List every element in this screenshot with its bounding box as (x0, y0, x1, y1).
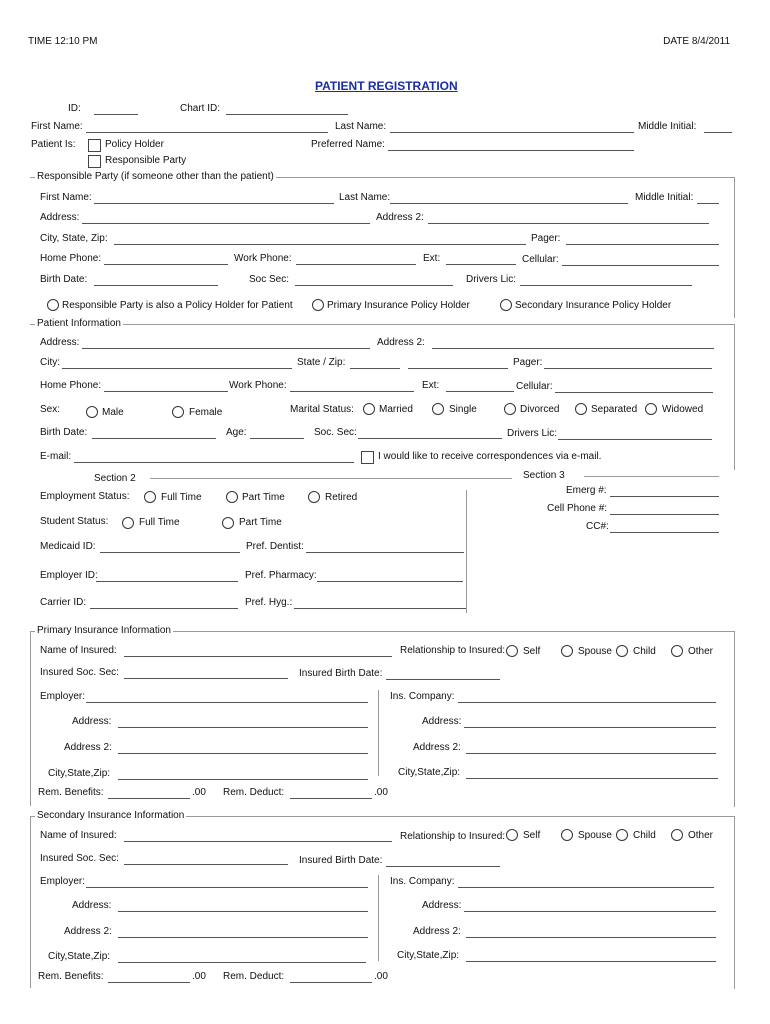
rp-secondary-holder-radio[interactable] (500, 299, 512, 311)
carrier-id-field[interactable] (90, 608, 238, 609)
male-radio[interactable] (86, 406, 98, 418)
ins1-company-csz-field[interactable] (466, 778, 718, 779)
medicaid-id-label: Medicaid ID: (40, 541, 96, 552)
pi-pager-label: Pager: (513, 357, 543, 368)
employment-status-label: Employment Status: (40, 491, 130, 502)
pi-drivers-lic-label: Drivers Lic: (507, 428, 558, 439)
ins2-child-label: Child (633, 830, 656, 841)
single-radio[interactable] (432, 403, 444, 415)
single-label: Single (449, 404, 477, 415)
female-radio[interactable] (172, 406, 184, 418)
ins2-other-label: Other (688, 830, 714, 841)
ins1-self-radio[interactable] (506, 645, 518, 657)
ins1-name-field[interactable] (124, 656, 392, 657)
time-label: TIME 12:10 PM (28, 36, 98, 47)
separated-radio[interactable] (575, 403, 587, 415)
rp-pager-label: Pager: (531, 233, 561, 244)
section2-legend: Section 2 (94, 473, 136, 484)
ins1-relationship-label: Relationship to Insured: (400, 645, 506, 656)
rp-drivers-lic-field[interactable] (520, 285, 692, 286)
pi-home-phone-field[interactable] (104, 391, 228, 392)
pi-birth-date-field[interactable] (92, 438, 216, 439)
ins1-company-address2-label: Address 2: (413, 742, 461, 753)
pi-ext-label: Ext: (422, 380, 440, 391)
ins2-spouse-label: Spouse (578, 830, 612, 841)
pi-age-field[interactable] (250, 438, 304, 439)
page-title: PATIENT REGISTRATION (315, 79, 458, 93)
pi-age-label: Age: (226, 427, 247, 438)
rp-middle-initial-label: Middle Initial: (635, 192, 694, 203)
rp-address-label: Address: (40, 212, 80, 223)
pi-cellular-field[interactable] (555, 392, 713, 393)
ins1-name-label: Name of Insured: (40, 645, 117, 656)
ins2-company-address2-field[interactable] (466, 937, 716, 938)
pi-soc-sec-label: Soc. Sec: (314, 427, 357, 438)
ins2-employer-address-field[interactable] (118, 911, 368, 912)
email-consent-checkbox[interactable] (361, 451, 374, 464)
ins2-other-radio[interactable] (671, 829, 683, 841)
responsible-party-legend: Responsible Party (if someone other than the patient) (37, 171, 274, 182)
pi-sex-label: Sex: (40, 404, 61, 415)
preferred-name-field[interactable] (388, 150, 634, 151)
male-label: Male (102, 407, 124, 418)
patient-information-legend: Patient Information (37, 318, 121, 329)
ins2-column-divider (378, 875, 379, 961)
ins1-birth-label: Insured Birth Date: (299, 668, 383, 679)
widowed-label: Widowed (662, 404, 704, 415)
rp-also-policy-holder-radio[interactable] (47, 299, 59, 311)
student-part-time-radio[interactable] (222, 517, 234, 529)
ins1-employer-address2-label: Address 2: (64, 742, 112, 753)
ins1-employer-address2-field[interactable] (118, 753, 368, 754)
pi-cellular-label: Cellular: (516, 381, 553, 392)
rp-address-field[interactable] (82, 223, 370, 224)
cc-field[interactable] (610, 532, 719, 533)
date-label: DATE 8/4/2011 (663, 36, 730, 47)
section3-legend: Section 3 (523, 470, 565, 481)
ins1-rem-deduct-label: Rem. Deduct: (223, 787, 285, 798)
ins2-rem-deduct-label: Rem. Deduct: (223, 971, 285, 982)
ins1-company-csz-label: City,State,Zip: (398, 767, 461, 778)
middle-initial-label: Middle Initial: (638, 121, 697, 132)
ins2-company-address2-label: Address 2: (413, 926, 461, 937)
ins2-employer-csz-label: City,State,Zip: (48, 951, 111, 962)
ins2-soc-field[interactable] (124, 864, 288, 865)
rp-pager-field[interactable] (566, 244, 719, 245)
ins1-soc-label: Insured Soc. Sec: (40, 667, 119, 678)
rp-city-state-zip-label: City, State, Zip: (40, 233, 108, 244)
id-label: ID: (68, 103, 81, 114)
rp-first-name-field[interactable] (94, 203, 334, 204)
rp-birth-date-field[interactable] (94, 285, 218, 286)
rp-home-phone-field[interactable] (104, 264, 228, 265)
ins1-soc-field[interactable] (124, 678, 288, 679)
employment-part-time-radio[interactable] (226, 491, 238, 503)
primary-insurance-left-border (30, 631, 31, 806)
ins1-spouse-label: Spouse (578, 646, 612, 657)
rp-work-phone-label: Work Phone: (234, 253, 292, 264)
ins2-relationship-label: Relationship to Insured: (400, 831, 506, 842)
ins1-other-label: Other (688, 646, 714, 657)
responsible-party-checkbox[interactable] (88, 155, 101, 168)
rp-secondary-holder-label: Secondary Insurance Policy Holder (515, 300, 672, 311)
ins2-child-radio[interactable] (616, 829, 628, 841)
rp-birth-date-label: Birth Date: (40, 274, 88, 285)
secondary-insurance-legend: Secondary Insurance Information (37, 810, 185, 821)
first-name-field[interactable] (86, 132, 328, 133)
ins2-employer-field[interactable] (86, 887, 368, 888)
policy-holder-checkbox[interactable] (88, 139, 101, 152)
employer-id-field[interactable] (96, 581, 238, 582)
cc-label: CC#: (586, 521, 609, 532)
ins2-employer-address2-label: Address 2: (64, 926, 112, 937)
pref-dentist-field[interactable] (306, 552, 464, 553)
first-name-label: First Name: (31, 121, 83, 132)
pi-address-field[interactable] (82, 348, 370, 349)
rp-first-name-label: First Name: (40, 192, 92, 203)
pi-state-field[interactable] (350, 368, 400, 369)
ins2-company-address-field[interactable] (464, 911, 716, 912)
ins1-column-divider (378, 690, 379, 776)
primary-insurance-section (30, 625, 735, 807)
ins2-self-label: Self (523, 830, 541, 841)
ins2-company-address-label: Address: (422, 900, 462, 911)
ins2-rem-deduct-field[interactable] (290, 982, 372, 983)
pi-pager-field[interactable] (544, 368, 712, 369)
rp-soc-sec-field[interactable] (295, 285, 453, 286)
emerg-field[interactable] (610, 496, 719, 497)
rp-city-state-zip-field[interactable] (114, 244, 526, 245)
ins2-spouse-radio[interactable] (561, 829, 573, 841)
pref-pharmacy-label: Pref. Pharmacy: (245, 570, 317, 581)
marital-status-label: Marital Status: (290, 404, 354, 415)
pi-address2-label: Address 2: (377, 337, 425, 348)
rp-home-phone-label: Home Phone: (40, 253, 102, 264)
employment-full-time-label: Full Time (161, 492, 202, 503)
student-status-label: Student Status: (40, 516, 109, 527)
ins2-self-radio[interactable] (506, 829, 518, 841)
employment-part-time-label: Part Time (242, 492, 285, 503)
rp-drivers-lic-label: Drivers Lic: (466, 274, 517, 285)
ins1-employer-field[interactable] (86, 702, 368, 703)
divorced-label: Divorced (520, 404, 560, 415)
pi-city-label: City: (40, 357, 60, 368)
rp-address2-label: Address 2: (376, 212, 424, 223)
patient-is-label: Patient Is: (31, 139, 76, 150)
pref-pharmacy-field[interactable] (317, 581, 463, 582)
id-field[interactable] (94, 114, 138, 115)
cell-phone-label: Cell Phone #: (547, 503, 608, 514)
primary-insurance-legend: Primary Insurance Information (37, 625, 171, 636)
pi-email-field[interactable] (74, 462, 354, 463)
ins2-employer-label: Employer: (40, 876, 86, 887)
rp-work-phone-field[interactable] (296, 264, 416, 265)
secondary-insurance-left-border (30, 816, 31, 988)
ins1-company-label: Ins. Company: (390, 691, 455, 702)
ins2-birth-label: Insured Birth Date: (299, 855, 383, 866)
pi-email-label: E-mail: (40, 451, 72, 462)
pref-hyg-field[interactable] (294, 608, 466, 609)
email-consent-label: I would like to receive correspondences via e-mail. (378, 451, 602, 462)
pref-dentist-label: Pref. Dentist: (246, 541, 304, 552)
ins1-child-label: Child (633, 646, 656, 657)
employer-id-label: Employer ID: (40, 570, 98, 581)
employment-full-time-radio[interactable] (144, 491, 156, 503)
ins1-company-address-field[interactable] (464, 727, 716, 728)
pref-hyg-label: Pref. Hyg.: (245, 597, 293, 608)
pi-zip-field[interactable] (408, 368, 508, 369)
rp-also-policy-holder-label: Responsible Party is also a Policy Holder for Patient (62, 300, 293, 311)
rp-ext-field[interactable] (446, 264, 516, 265)
ins2-rem-benefits-cents: .00 (192, 971, 206, 982)
pi-home-phone-label: Home Phone: (40, 380, 102, 391)
rp-primary-holder-label: Primary Insurance Policy Holder (327, 300, 470, 311)
rp-last-name-field[interactable] (390, 203, 628, 204)
pi-address-label: Address: (40, 337, 80, 348)
rp-primary-holder-radio[interactable] (312, 299, 324, 311)
ins2-rem-benefits-field[interactable] (108, 982, 190, 983)
ins1-child-radio[interactable] (616, 645, 628, 657)
pi-birth-date-label: Birth Date: (40, 427, 88, 438)
pi-state-zip-label: State / Zip: (297, 357, 346, 368)
ins1-rem-benefits-cents: .00 (192, 787, 206, 798)
widowed-radio[interactable] (645, 403, 657, 415)
student-part-time-label: Part Time (239, 517, 282, 528)
rp-cellular-label: Cellular: (522, 254, 559, 265)
ins1-company-address-label: Address: (422, 716, 462, 727)
ins1-employer-csz-field[interactable] (118, 779, 368, 780)
ins1-rem-deduct-field[interactable] (290, 798, 372, 799)
last-name-field[interactable] (390, 132, 634, 133)
pi-work-phone-label: Work Phone: (229, 380, 287, 391)
divorced-radio[interactable] (504, 403, 516, 415)
rp-middle-initial-field[interactable] (697, 203, 719, 204)
ins2-company-csz-field[interactable] (466, 961, 716, 962)
student-full-time-radio[interactable] (122, 517, 134, 529)
ins2-name-field[interactable] (124, 841, 392, 842)
ins2-soc-label: Insured Soc. Sec: (40, 853, 119, 864)
ins2-company-csz-label: City,State,Zip: (397, 950, 460, 961)
rp-cellular-field[interactable] (562, 265, 719, 266)
pi-address2-field[interactable] (432, 348, 714, 349)
ins1-employer-address-field[interactable] (118, 727, 368, 728)
ins2-birth-field[interactable] (386, 866, 500, 867)
separated-label: Separated (591, 404, 638, 415)
rp-ext-label: Ext: (423, 253, 441, 264)
cell-phone-field[interactable] (610, 514, 719, 515)
pi-ext-field[interactable] (446, 391, 514, 392)
section2-divider (150, 478, 512, 479)
ins2-name-label: Name of Insured: (40, 830, 117, 841)
student-full-time-label: Full Time (139, 517, 180, 528)
ins2-company-label: Ins. Company: (390, 876, 455, 887)
emerg-label: Emerg #: (566, 485, 607, 496)
employment-retired-label: Retired (325, 492, 358, 503)
pi-work-phone-field[interactable] (290, 391, 414, 392)
middle-initial-field[interactable] (704, 132, 732, 133)
ins1-other-radio[interactable] (671, 645, 683, 657)
last-name-label: Last Name: (335, 121, 387, 132)
employment-retired-radio[interactable] (308, 491, 320, 503)
ins1-self-label: Self (523, 646, 541, 657)
responsible-party-label: Responsible Party (105, 155, 187, 166)
section2-right-border (466, 490, 467, 613)
married-radio[interactable] (363, 403, 375, 415)
ins1-employer-address-label: Address: (72, 716, 112, 727)
rp-soc-sec-label: Soc Sec: (249, 274, 290, 285)
ins1-rem-benefits-label: Rem. Benefits: (38, 787, 104, 798)
female-label: Female (189, 407, 223, 418)
ins1-spouse-radio[interactable] (561, 645, 573, 657)
chart-id-field[interactable] (226, 114, 348, 115)
ins1-rem-benefits-field[interactable] (108, 798, 190, 799)
pi-drivers-lic-field[interactable] (558, 439, 712, 440)
ins2-company-field[interactable] (458, 887, 714, 888)
carrier-id-label: Carrier ID: (40, 597, 87, 608)
preferred-name-label: Preferred Name: (311, 139, 385, 150)
ins2-employer-address-label: Address: (72, 900, 112, 911)
ins2-rem-deduct-cents: .00 (374, 971, 388, 982)
ins1-employer-label: Employer: (40, 691, 86, 702)
ins1-employer-csz-label: City,State,Zip: (48, 768, 111, 779)
ins2-rem-benefits-label: Rem. Benefits: (38, 971, 104, 982)
rp-address2-field[interactable] (428, 223, 709, 224)
ins1-company-field[interactable] (458, 702, 716, 703)
rp-last-name-label: Last Name: (339, 192, 391, 203)
ins2-employer-csz-field[interactable] (118, 962, 366, 963)
section3-divider (584, 476, 719, 477)
pi-city-field[interactable] (62, 368, 292, 369)
married-label: Married (379, 404, 413, 415)
ins1-rem-deduct-cents: .00 (374, 787, 388, 798)
policy-holder-label: Policy Holder (105, 139, 164, 150)
ins1-birth-field[interactable] (386, 679, 500, 680)
chart-id-label: Chart ID: (180, 103, 221, 114)
pi-soc-sec-field[interactable] (358, 438, 502, 439)
ins2-employer-address2-field[interactable] (118, 937, 368, 938)
ins1-company-address2-field[interactable] (466, 753, 716, 754)
medicaid-id-field[interactable] (100, 552, 240, 553)
